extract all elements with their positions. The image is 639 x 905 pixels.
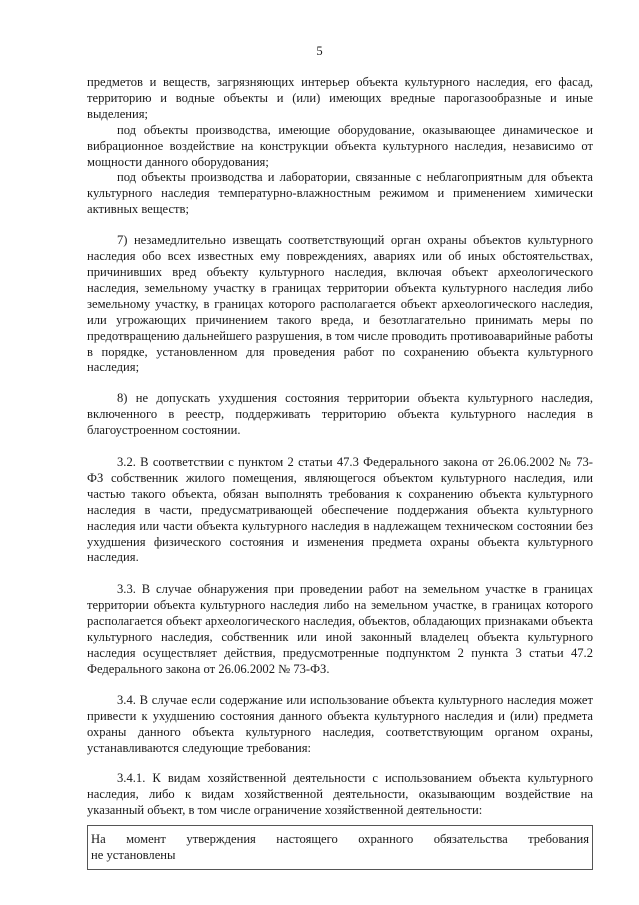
notice-box bbox=[87, 825, 593, 870]
paragraph: 3.2. В соответствии с пунктом 2 статьи 47.3 Федерального закона от 26.06.2002 № 73-ФЗ собственник жилого помещения, являющегося объектом культурного наследия, или частью такого объекта, обязан выполнять требования к сохранению объекта культурного наследия в части, предусматривающей обеспечение поддержания объекта культурного наследия или части объекта культурного наследия в надлежащем техническом состоянии без ухудшения физического состояния и изменения предмета охраны объекта культурного наследия. bbox=[87, 455, 593, 565]
paragraph: 8) не допускать ухудшения состояния территории объекта культурного наследия, включенного в реестр, поддерживать территорию объекта культурного наследия в благоустроенном состоянии. bbox=[87, 391, 593, 438]
paragraph: под объекты производства и лаборатории, связанные с неблагоприятным для объекта культурного наследия температурно-влажностным режимом и применением химически активных веществ; bbox=[87, 170, 593, 217]
document-body bbox=[87, 75, 593, 870]
notice-line: не установлены bbox=[91, 848, 176, 863]
notice-line: На момент утверждения настоящего охранного обязательства требования bbox=[91, 832, 589, 847]
paragraph: 3.3. В случае обнаружения при проведении работ на земельном участке в границах территории объекта культурного наследия либо на земельном участке, в границах которого располагается объект археологического наследия, объектов, обладающих признаками объекта культурного наследия, собственник или иной законный владелец объекта культурного наследия осуществляет действия, предусмотренные подпунктом 2 пункта 3 статьи 47.2 Федерального закона от 26.06.2002 № 73-ФЗ. bbox=[87, 582, 593, 676]
paragraph: предметов и веществ, загрязняющих интерьер объекта культурного наследия, его фасад, территорию и водные объекты и (или) имеющих вредные парогазообразные и иные выделения; bbox=[87, 75, 593, 121]
paragraph: 3.4. В случае если содержание или использование объекта культурного наследия может привести к ухудшению состояния данного объекта культурного наследия и (или) предмета охраны данного объекта культурного наследия, соответствующим органом охраны, устанавливаются следующие требования: bbox=[87, 692, 593, 755]
page-number: 5 bbox=[316, 44, 323, 58]
paragraph: 3.4.1. К видам хозяйственной деятельности с использованием объекта культурного наследия, либо к видам хозяйственной деятельности, оказывающим воздействие на указанный объект, в том числе ограничение хозяйственной деятельности: bbox=[87, 771, 593, 818]
paragraph: 7) незамедлительно извещать соответствующий орган охраны объектов культурного наследия обо всех известных ему повреждениях, авариях или об иных обстоятельствах, причинивших вред объекту культурного наследия, включая объект археологического наследия, земельному участку в границах территории объекта культурного наследия либо земельному участку, в границах которого располагается объект археологического наследия, или угрожающих причинением такого вреда, и безотлагательно принимать меры по предотвращению дальнейшего разрушения, в том числе проводить противоаварийные работы в порядке, установленном для проведения работ по сохранению объекта культурного наследия; bbox=[87, 233, 593, 375]
paragraph: под объекты производства, имеющие оборудование, оказывающее динамическое и вибрационное воздействие на конструкции объекта культурного наследия, независимо от мощности данного оборудования; bbox=[87, 122, 593, 169]
